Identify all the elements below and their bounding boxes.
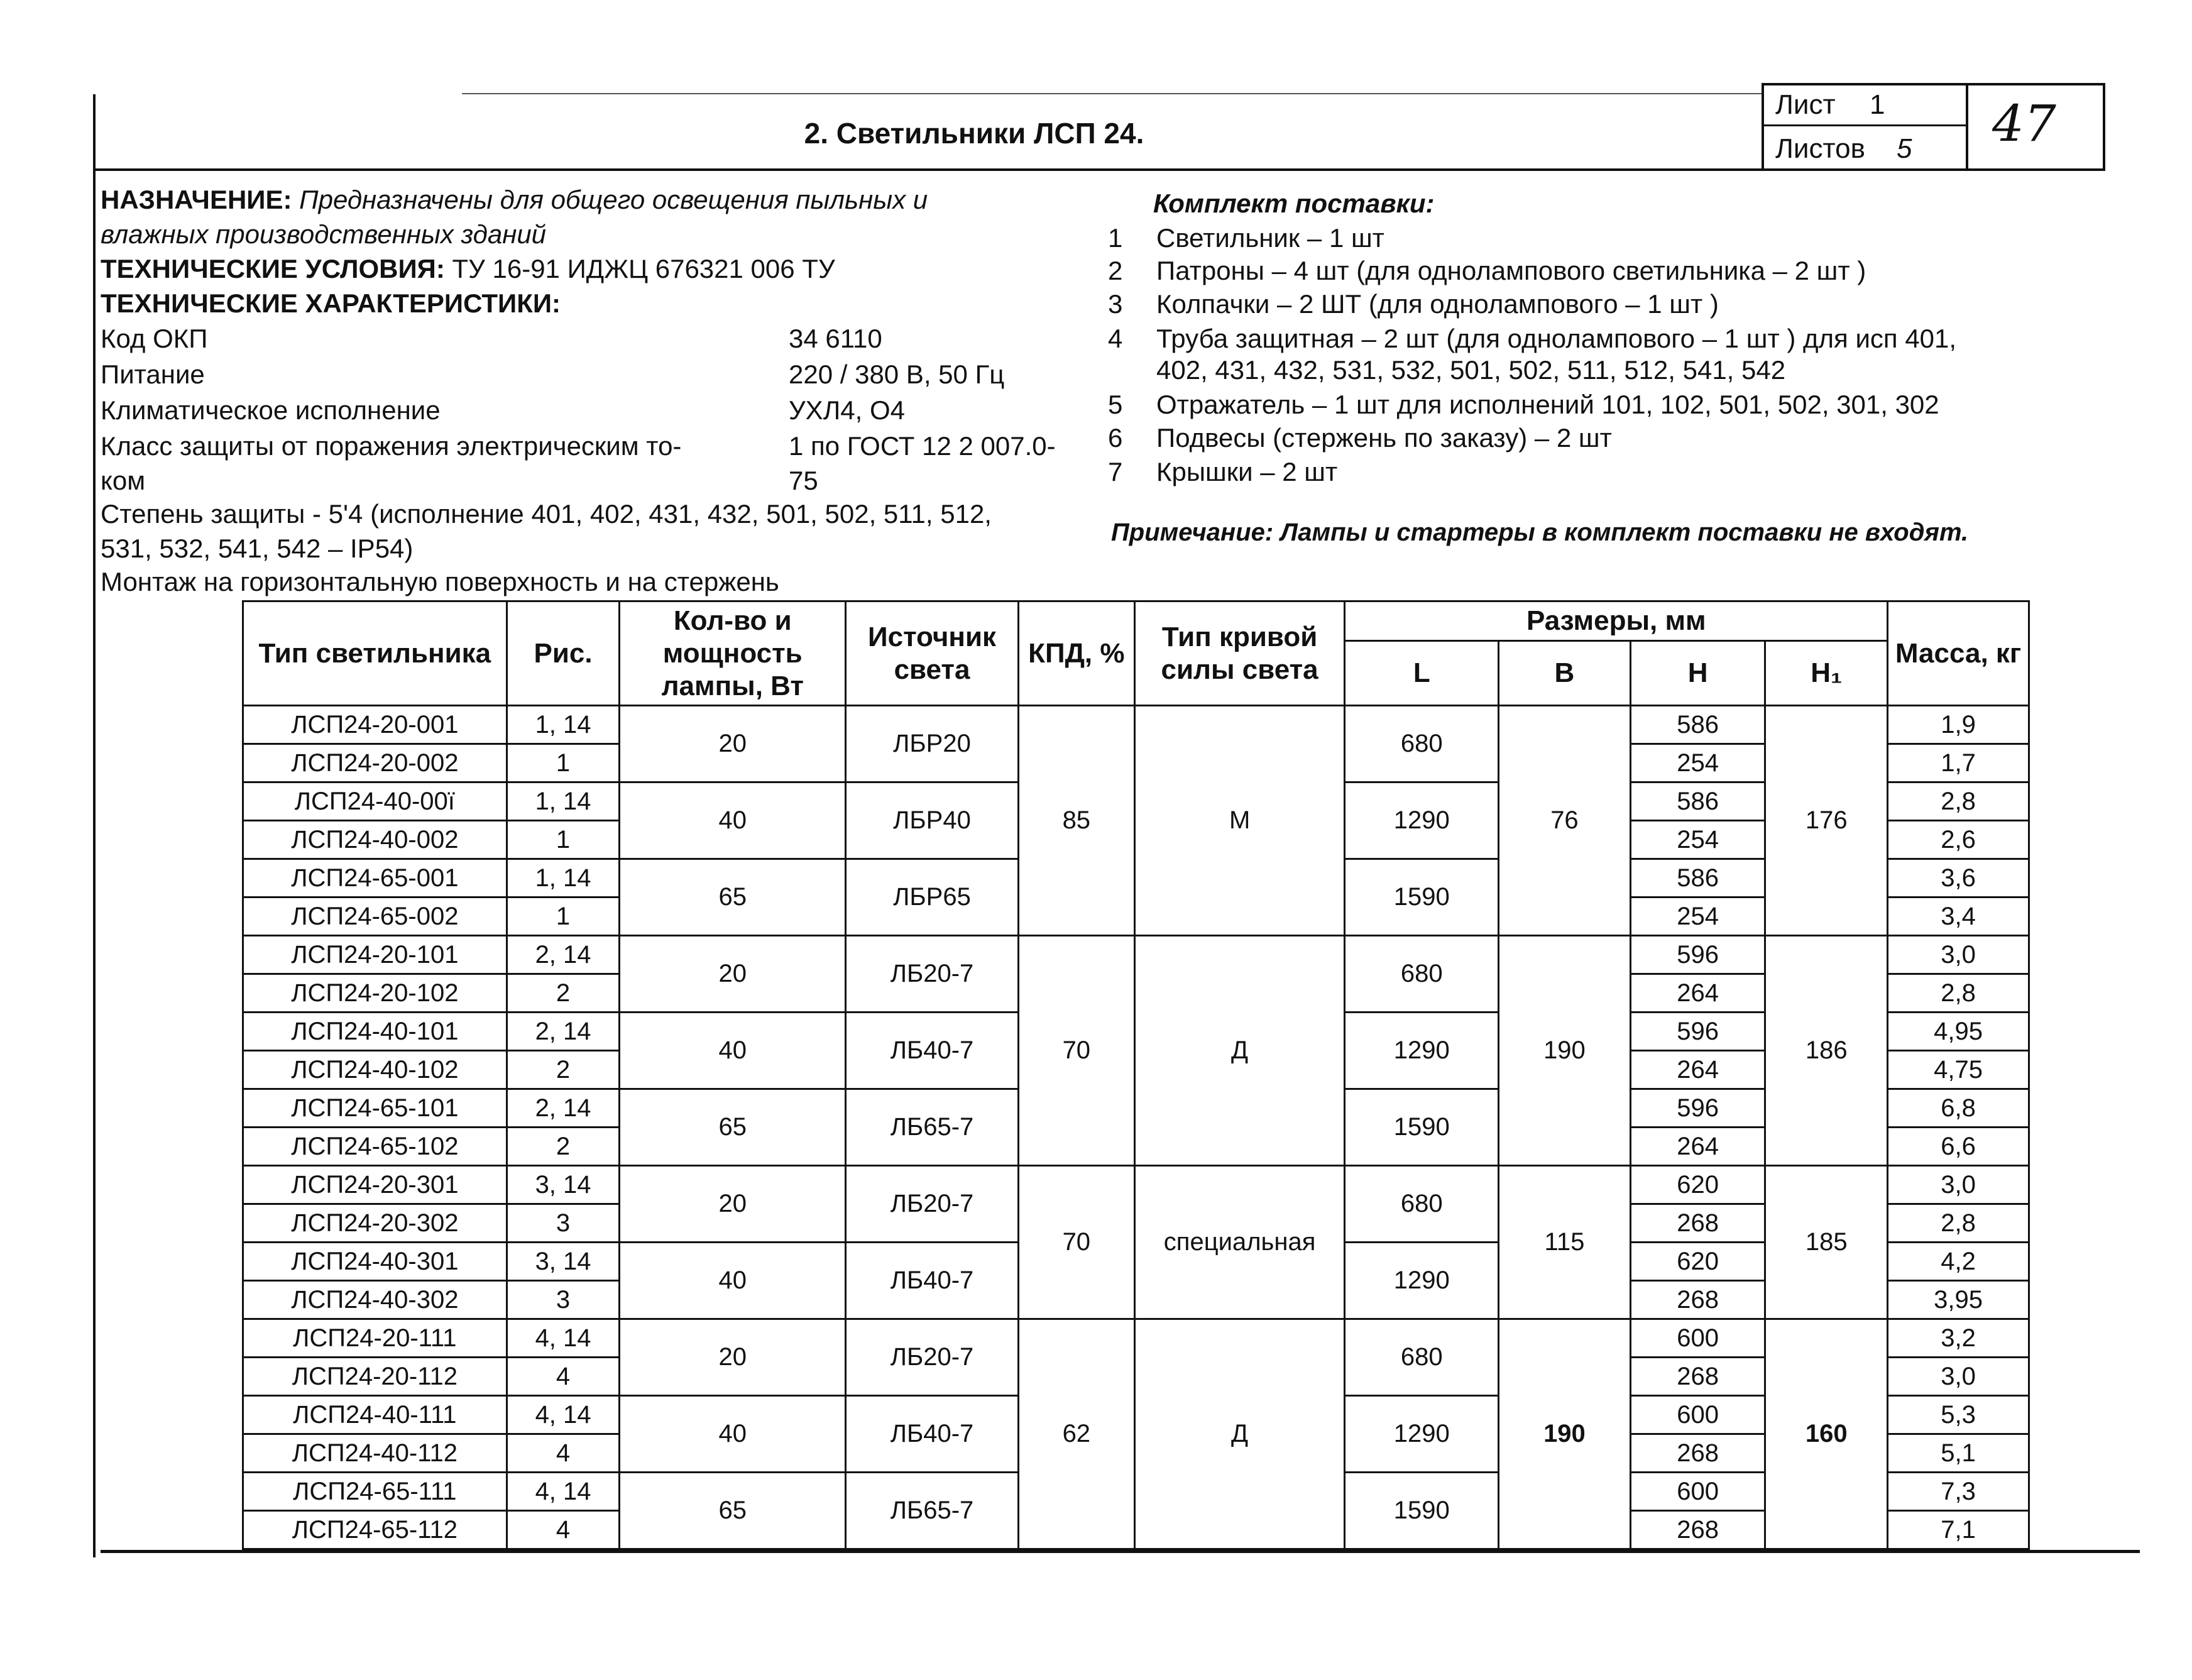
cell-type: ЛСП24-20-112 bbox=[243, 1358, 507, 1396]
cell-fig: 2 bbox=[507, 1051, 620, 1089]
frame-left-border bbox=[93, 94, 96, 1557]
cell-source: ЛБР40 bbox=[846, 782, 1019, 859]
stamp-divider-horizontal bbox=[1762, 124, 1968, 126]
cell-mass: 6,8 bbox=[1888, 1089, 2029, 1128]
cell-fig: 1, 14 bbox=[507, 859, 620, 898]
cell-H: 268 bbox=[1630, 1204, 1765, 1243]
conditions-line bbox=[101, 251, 835, 286]
cell-fig: 2 bbox=[507, 974, 620, 1013]
cell-efficiency: 70 bbox=[1018, 936, 1134, 1166]
cell-H: 600 bbox=[1630, 1396, 1765, 1434]
cell-mass: 3,2 bbox=[1888, 1319, 2029, 1358]
cell-mass: 4,95 bbox=[1888, 1013, 2029, 1051]
spec-label-class: Класс защиты от поражения электрическим то- bbox=[101, 431, 682, 461]
cell-B: 190 bbox=[1499, 936, 1631, 1166]
spec-label-climate: Климатическое исполнение bbox=[101, 395, 441, 425]
cell-H: 620 bbox=[1630, 1166, 1765, 1204]
sheet-value: 1 bbox=[1870, 89, 1885, 120]
spec-value-power: 220 / 380 В, 50 Гц bbox=[789, 360, 1005, 389]
characteristics-label: ТЕХНИЧЕСКИЕ ХАРАКТЕРИСТИКИ: bbox=[101, 288, 561, 318]
protection-line1: Степень защиты - 5'4 (исполнение 401, 402, 431, 432, 501, 502, 511, 512, bbox=[101, 499, 992, 529]
cell-B: 115 bbox=[1499, 1166, 1631, 1319]
header-fig: Рис. bbox=[507, 601, 620, 706]
cell-mass: 3,0 bbox=[1888, 936, 2029, 974]
kit-item-number: 6 bbox=[1108, 423, 1123, 453]
kit-item: Отражатель – 1 шт для исполнений 101, 102, 501, 502, 301, 302 bbox=[1156, 390, 1939, 419]
table-row bbox=[243, 1166, 2029, 1204]
cell-lamps: 40 bbox=[620, 1243, 846, 1319]
cell-source: ЛБ65-7 bbox=[846, 1089, 1019, 1166]
luminaire-spec-table bbox=[242, 600, 2030, 1550]
cell-lamps: 20 bbox=[620, 936, 846, 1013]
cell-source: ЛБР65 bbox=[846, 859, 1019, 936]
kit-item-number: 2 bbox=[1108, 256, 1123, 285]
kit-item: Подвесы (стержень по заказу) – 2 шт bbox=[1156, 423, 1612, 453]
cell-type: ЛСП24-20-301 bbox=[243, 1166, 507, 1204]
spec-label-power: Питание bbox=[101, 360, 205, 389]
kit-item-number: 3 bbox=[1108, 289, 1123, 319]
cell-H: 268 bbox=[1630, 1358, 1765, 1396]
cell-fig: 1 bbox=[507, 821, 620, 859]
purpose-line1 bbox=[101, 182, 928, 217]
cell-H: 268 bbox=[1630, 1434, 1765, 1473]
cell-H1: 160 bbox=[1765, 1319, 1888, 1549]
cell-fig: 4, 14 bbox=[507, 1319, 620, 1358]
kit-item: Труба защитная – 2 шт (для однолампового – 1 шт ) для исп 401, bbox=[1156, 324, 1957, 353]
cell-H1: 186 bbox=[1765, 936, 1888, 1166]
cell-mass: 3,4 bbox=[1888, 898, 2029, 936]
cell-fig: 3 bbox=[507, 1281, 620, 1319]
cell-H: 268 bbox=[1630, 1281, 1765, 1319]
cell-H1: 185 bbox=[1765, 1166, 1888, 1319]
header-lamps: Кол-во и мощность лампы, Вт bbox=[620, 601, 846, 706]
cell-type: ЛСП24-40-302 bbox=[243, 1281, 507, 1319]
cell-B: 76 bbox=[1499, 706, 1631, 936]
cell-type: ЛСП24-20-111 bbox=[243, 1319, 507, 1358]
cell-L: 680 bbox=[1345, 936, 1499, 1013]
header-dimensions: Размеры, мм bbox=[1345, 601, 1888, 641]
cell-type: ЛСП24-40-301 bbox=[243, 1243, 507, 1281]
page-title: 2. Светильники ЛСП 24. bbox=[804, 117, 1144, 150]
kit-title: Комплект поставки: bbox=[1153, 189, 1435, 218]
cell-lamps: 40 bbox=[620, 782, 846, 859]
purpose-text-cont: влажных производственных зданий bbox=[101, 219, 547, 249]
header-type: Тип светильника bbox=[243, 601, 507, 706]
stamp-divider-vertical bbox=[1966, 83, 1968, 171]
purpose-text: Предназначены для общего освещения пыльных и bbox=[299, 185, 928, 214]
header-curve: Тип кривой силы света bbox=[1134, 601, 1345, 706]
conditions-label: ТЕХНИЧЕСКИЕ УСЛОВИЯ: bbox=[101, 254, 445, 283]
cell-efficiency: 85 bbox=[1018, 706, 1134, 936]
frame-bottom-border bbox=[101, 1550, 2140, 1553]
spec-value-okp: 34 6110 bbox=[789, 324, 882, 353]
kit-item: Патроны – 4 шт (для однолампового светильника – 2 шт ) bbox=[1156, 256, 1866, 285]
cell-H: 596 bbox=[1630, 1089, 1765, 1128]
kit-item-cont: 402, 431, 432, 531, 532, 501, 502, 511, 512, 541, 542 bbox=[1156, 355, 1786, 385]
cell-L: 1590 bbox=[1345, 1089, 1499, 1166]
cell-mass: 1,9 bbox=[1888, 706, 2029, 744]
cell-type: ЛСП24-20-102 bbox=[243, 974, 507, 1013]
cell-mass: 5,1 bbox=[1888, 1434, 2029, 1473]
cell-fig: 1, 14 bbox=[507, 782, 620, 821]
cell-fig: 3, 14 bbox=[507, 1166, 620, 1204]
cell-L: 680 bbox=[1345, 1166, 1499, 1243]
cell-source: ЛБР20 bbox=[846, 706, 1019, 782]
kit-item-number: 5 bbox=[1108, 390, 1123, 419]
cell-type: ЛСП24-20-002 bbox=[243, 744, 507, 782]
cell-fig: 1 bbox=[507, 744, 620, 782]
cell-curve: Д bbox=[1134, 1319, 1345, 1549]
cell-type: ЛСП24-20-101 bbox=[243, 936, 507, 974]
cell-mass: 3,6 bbox=[1888, 859, 2029, 898]
conditions-value: ТУ 16-91 ИДЖЦ 676321 006 ТУ bbox=[452, 254, 835, 283]
cell-curve: М bbox=[1134, 706, 1345, 936]
cell-fig: 4 bbox=[507, 1434, 620, 1473]
cell-L: 680 bbox=[1345, 1319, 1499, 1396]
cell-fig: 3 bbox=[507, 1204, 620, 1243]
table-row bbox=[243, 1319, 2029, 1358]
cell-fig: 1 bbox=[507, 898, 620, 936]
header-L: L bbox=[1345, 641, 1499, 706]
cell-L: 1290 bbox=[1345, 782, 1499, 859]
cell-fig: 4, 14 bbox=[507, 1396, 620, 1434]
header-mass: Масса, кг bbox=[1888, 601, 2029, 706]
cell-curve: Д bbox=[1134, 936, 1345, 1166]
header-H: Н bbox=[1630, 641, 1765, 706]
header-H1: Н₁ bbox=[1765, 641, 1888, 706]
table-row bbox=[243, 936, 2029, 974]
cell-mass: 6,6 bbox=[1888, 1128, 2029, 1166]
kit-item-number: 1 bbox=[1108, 223, 1123, 253]
cell-type: ЛСП24-40-002 bbox=[243, 821, 507, 859]
cell-fig: 4, 14 bbox=[507, 1473, 620, 1511]
cell-fig: 4 bbox=[507, 1511, 620, 1549]
cell-source: ЛБ40-7 bbox=[846, 1013, 1019, 1089]
cell-type: ЛСП24-40-00ї bbox=[243, 782, 507, 821]
cell-H: 264 bbox=[1630, 974, 1765, 1013]
cell-type: ЛСП24-40-102 bbox=[243, 1051, 507, 1089]
cell-source: ЛБ20-7 bbox=[846, 936, 1019, 1013]
cell-fig: 2, 14 bbox=[507, 1089, 620, 1128]
cell-source: ЛБ20-7 bbox=[846, 1319, 1019, 1396]
cell-type: ЛСП24-65-002 bbox=[243, 898, 507, 936]
sheets-value: 5 bbox=[1897, 133, 1912, 164]
cell-lamps: 40 bbox=[620, 1396, 846, 1473]
characteristics-heading bbox=[101, 286, 561, 321]
cell-mass: 7,3 bbox=[1888, 1473, 2029, 1511]
cell-source: ЛБ40-7 bbox=[846, 1396, 1019, 1473]
cell-B: 190 bbox=[1499, 1319, 1631, 1549]
cell-H: 586 bbox=[1630, 859, 1765, 898]
cell-H: 254 bbox=[1630, 898, 1765, 936]
cell-type: ЛСП24-65-102 bbox=[243, 1128, 507, 1166]
cell-L: 1590 bbox=[1345, 859, 1499, 936]
cell-type: ЛСП24-40-112 bbox=[243, 1434, 507, 1473]
cell-fig: 2, 14 bbox=[507, 936, 620, 974]
cell-H: 264 bbox=[1630, 1051, 1765, 1089]
page-number: 47 bbox=[1992, 94, 2056, 153]
cell-lamps: 65 bbox=[620, 1473, 846, 1549]
protection-line2: 531, 532, 541, 542 – IP54) bbox=[101, 534, 414, 563]
cell-source: ЛБ40-7 bbox=[846, 1243, 1019, 1319]
cell-source: ЛБ65-7 bbox=[846, 1473, 1019, 1549]
cell-mass: 4,75 bbox=[1888, 1051, 2029, 1089]
kit-item: Колпачки – 2 ШТ (для одноламповогo – 1 шт ) bbox=[1156, 289, 1719, 319]
spec-value-climate: УХЛ4, О4 bbox=[789, 395, 905, 425]
cell-mass: 2,6 bbox=[1888, 821, 2029, 859]
cell-L: 1590 bbox=[1345, 1473, 1499, 1549]
cell-mass: 5,3 bbox=[1888, 1396, 2029, 1434]
cell-type: ЛСП24-65-101 bbox=[243, 1089, 507, 1128]
purpose-line2 bbox=[101, 217, 546, 251]
cell-type: ЛСП24-65-001 bbox=[243, 859, 507, 898]
cell-lamps: 20 bbox=[620, 1319, 846, 1396]
cell-L: 680 bbox=[1345, 706, 1499, 782]
cell-mass: 4,2 bbox=[1888, 1243, 2029, 1281]
mounting-line: Монтаж на горизонтальную поверхность и на стержень bbox=[101, 567, 779, 596]
table-body bbox=[243, 706, 2029, 1549]
cell-type: ЛСП24-40-111 bbox=[243, 1396, 507, 1434]
cell-type: ЛСП24-40-101 bbox=[243, 1013, 507, 1051]
cell-type: ЛСП24-65-112 bbox=[243, 1511, 507, 1549]
cell-L: 1290 bbox=[1345, 1013, 1499, 1089]
cell-fig: 2, 14 bbox=[507, 1013, 620, 1051]
cell-H: 600 bbox=[1630, 1319, 1765, 1358]
cell-H: 586 bbox=[1630, 782, 1765, 821]
spec-value-class: 1 по ГОСТ 12 2 007.0- bbox=[789, 431, 1056, 461]
spec-label-okp: Код ОКП bbox=[101, 324, 208, 353]
cell-lamps: 20 bbox=[620, 1166, 846, 1243]
cell-H: 586 bbox=[1630, 706, 1765, 744]
cell-H: 268 bbox=[1630, 1511, 1765, 1549]
cell-mass: 3,0 bbox=[1888, 1166, 2029, 1204]
cell-fig: 3, 14 bbox=[507, 1243, 620, 1281]
kit-item-number: 4 bbox=[1108, 324, 1123, 353]
sheets-label: Листов bbox=[1775, 133, 1865, 164]
cell-source: ЛБ20-7 bbox=[846, 1166, 1019, 1243]
cell-mass: 2,8 bbox=[1888, 782, 2029, 821]
cell-mass: 2,8 bbox=[1888, 974, 2029, 1013]
cell-efficiency: 70 bbox=[1018, 1166, 1134, 1319]
title-top-rule bbox=[462, 93, 1764, 94]
cell-type: ЛСП24-20-001 bbox=[243, 706, 507, 744]
cell-H: 254 bbox=[1630, 744, 1765, 782]
cell-H1: 176 bbox=[1765, 706, 1888, 936]
cell-mass: 7,1 bbox=[1888, 1511, 2029, 1549]
header-efficiency: КПД, % bbox=[1018, 601, 1134, 706]
cell-H: 596 bbox=[1630, 1013, 1765, 1051]
cell-lamps: 65 bbox=[620, 1089, 846, 1166]
cell-L: 1290 bbox=[1345, 1396, 1499, 1473]
spec-label-class-cont: ком bbox=[101, 466, 146, 495]
cell-lamps: 40 bbox=[620, 1013, 846, 1089]
cell-mass: 1,7 bbox=[1888, 744, 2029, 782]
cell-H: 596 bbox=[1630, 936, 1765, 974]
cell-H: 264 bbox=[1630, 1128, 1765, 1166]
cell-L: 1290 bbox=[1345, 1243, 1499, 1319]
sheet-label: Лист bbox=[1775, 89, 1836, 120]
cell-lamps: 20 bbox=[620, 706, 846, 782]
cell-efficiency: 62 bbox=[1018, 1319, 1134, 1549]
header-B: В bbox=[1499, 641, 1631, 706]
kit-item-number: 7 bbox=[1108, 457, 1123, 486]
kit-note: Примечание: Лампы и стартеры в комплект поставки не входят. bbox=[1111, 519, 1969, 546]
cell-type: ЛСП24-65-111 bbox=[243, 1473, 507, 1511]
cell-mass: 3,0 bbox=[1888, 1358, 2029, 1396]
cell-H: 620 bbox=[1630, 1243, 1765, 1281]
spec-value-class-cont: 75 bbox=[789, 466, 818, 495]
kit-item: Светильник – 1 шт bbox=[1156, 223, 1384, 253]
cell-H: 600 bbox=[1630, 1473, 1765, 1511]
table-row bbox=[243, 706, 2029, 744]
cell-type: ЛСП24-20-302 bbox=[243, 1204, 507, 1243]
purpose-label: НАЗНАЧЕНИЕ: bbox=[101, 185, 292, 214]
cell-fig: 2 bbox=[507, 1128, 620, 1166]
header-source: Источник света bbox=[846, 601, 1019, 706]
cell-mass: 3,95 bbox=[1888, 1281, 2029, 1319]
cell-fig: 1, 14 bbox=[507, 706, 620, 744]
cell-fig: 4 bbox=[507, 1358, 620, 1396]
kit-item: Крышки – 2 шт bbox=[1156, 457, 1338, 486]
cell-mass: 2,8 bbox=[1888, 1204, 2029, 1243]
cell-curve: специальная bbox=[1134, 1166, 1345, 1319]
cell-lamps: 65 bbox=[620, 859, 846, 936]
cell-H: 254 bbox=[1630, 821, 1765, 859]
